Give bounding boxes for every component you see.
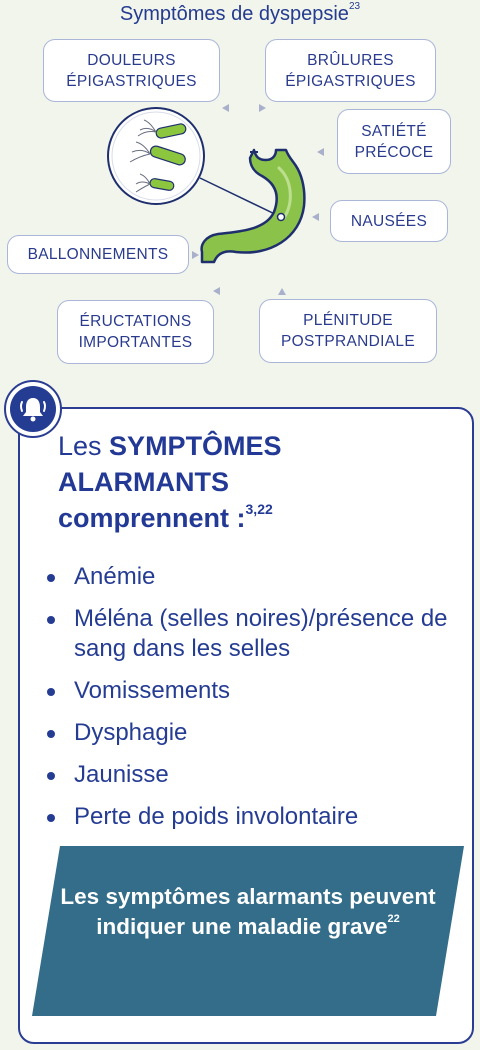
diagram-title-ref: 23 xyxy=(348,1,361,12)
stomach-icon xyxy=(202,150,305,262)
symptom-plenitude-postprandiale: PLÉNITUDE POSTPRANDIALE xyxy=(259,299,437,363)
list-item: Anémie xyxy=(44,562,469,592)
symptom-douleurs-epigastriques: DOULEURS ÉPIGASTRIQUES xyxy=(43,39,220,102)
symptom-satiete-precoce: SATIÉTÉ PRÉCOCE xyxy=(337,109,451,174)
arrow-icon xyxy=(317,148,324,156)
arrow-icon xyxy=(312,213,319,221)
symptom-nausees: NAUSÉES xyxy=(330,200,448,242)
list-item: Jaunisse xyxy=(44,760,469,790)
arrow-icon xyxy=(222,104,229,112)
list-item: Méléna (selles noires)/présence de sang dans les selles xyxy=(44,604,469,664)
bell-icon xyxy=(10,386,56,432)
arrow-icon xyxy=(259,104,266,112)
diagram-title-text: Symptômes de dyspepsie xyxy=(119,3,349,25)
bell-badge xyxy=(4,380,62,438)
alarm-heading-bold: SYMPTÔMES ALARMANTS xyxy=(58,431,282,497)
warning-banner-message: Les symptômes alarmants peuvent indiquer une maladie grave xyxy=(60,884,436,939)
warning-banner-ref: 22 xyxy=(387,913,400,925)
alarm-heading xyxy=(58,428,438,536)
alarm-heading-ref: 3,22 xyxy=(245,501,273,517)
alarm-heading-suffix: comprennent : xyxy=(58,503,246,533)
list-item: Vomissements xyxy=(44,676,469,706)
symptom-eructations-importantes: ÉRUCTATIONS IMPORTANTES xyxy=(57,300,214,364)
alarm-symptom-list xyxy=(44,562,469,844)
list-item: Perte de poids involontaire xyxy=(44,802,469,832)
bacteria-magnifier-icon xyxy=(108,108,204,204)
arrow-icon xyxy=(213,287,220,295)
warning-banner-text xyxy=(60,882,436,942)
arrow-icon xyxy=(192,251,199,259)
list-item: Dysphagie xyxy=(44,718,469,748)
magnifier-connector-line xyxy=(200,178,281,217)
arrow-icon xyxy=(278,288,286,295)
symptom-ballonnements: BALLONNEMENTS xyxy=(7,235,189,274)
symptom-brulures-epigastriques: BRÛLURES ÉPIGASTRIQUES xyxy=(265,39,436,102)
alarm-heading-prefix: Les xyxy=(58,431,110,461)
